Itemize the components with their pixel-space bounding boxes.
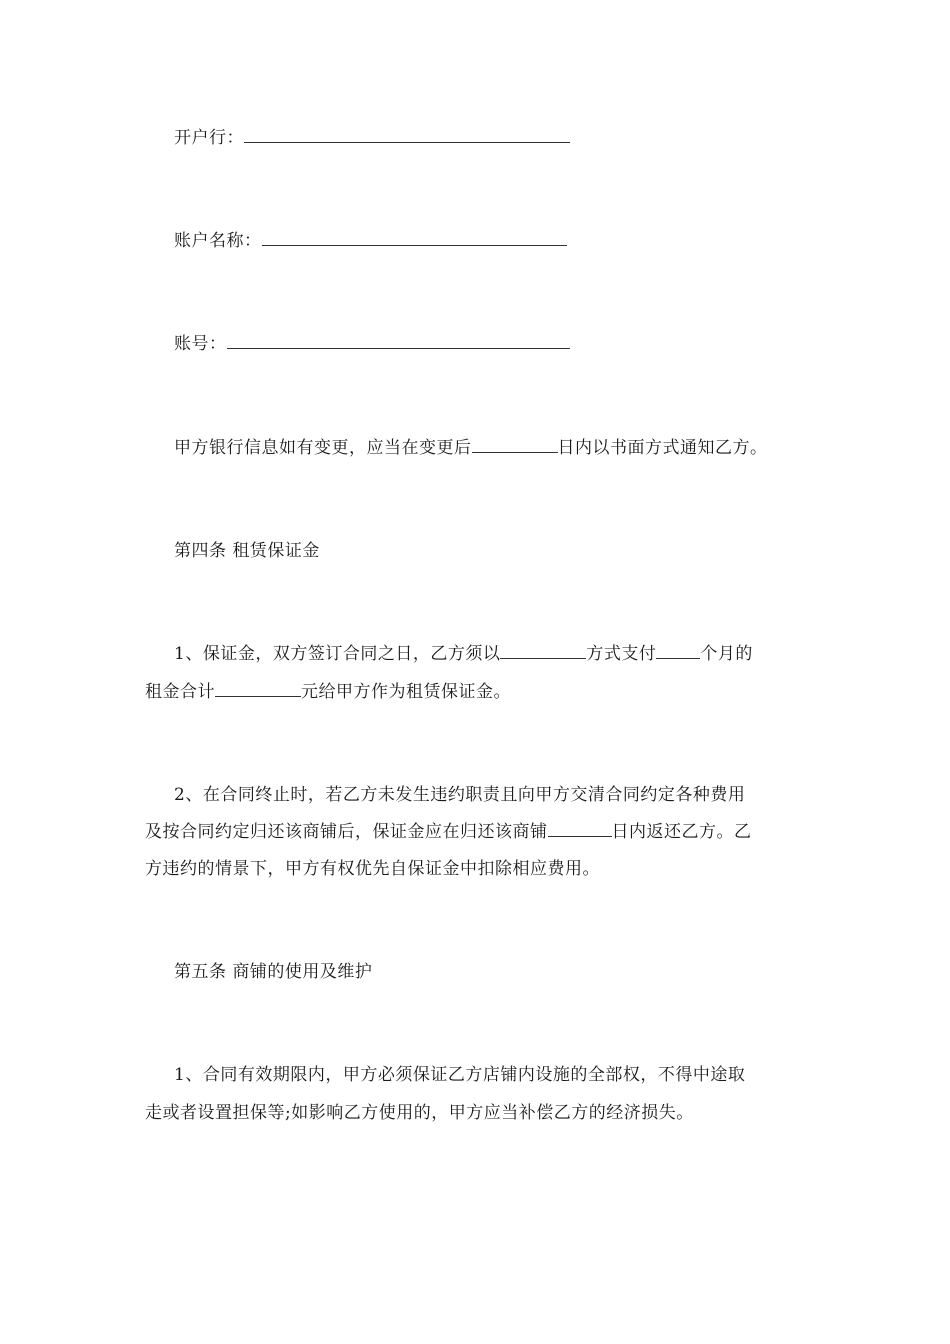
- article-5-p1-line-1: 1、合同有效期限内，甲方必须保证乙方店铺内设施的全部权，不得中途取: [174, 1065, 746, 1085]
- article-4-p2-line-2: [145, 816, 810, 848]
- bank-change-text-b: 日内以书面方式通知乙方。: [557, 438, 768, 458]
- article-4-p2-line-3: 方违约的情景下，甲方有权优先自保证金中扣除相应费用。: [145, 859, 600, 879]
- article-5-p1-line-2: 走或者设置担保等;如影响乙方使用的，甲方应当补偿乙方的经济损失。: [145, 1103, 694, 1123]
- article-4-p1-text-b: 方式支付: [586, 644, 657, 664]
- article-4-p1-text-a: 1、保证金，双方签订合同之日，乙方须以: [174, 644, 501, 664]
- article-4-p2-text-a: 及按合同约定归还该商铺后，保证金应在归还该商铺: [145, 822, 548, 842]
- account-name-blank[interactable]: [262, 225, 567, 246]
- bank-name-label: 开户行：: [174, 128, 244, 148]
- deposit-return-days-blank[interactable]: [548, 816, 612, 837]
- article-4-p1-line-2: [145, 676, 810, 708]
- account-number-line: [174, 328, 839, 360]
- bank-change-line: [174, 432, 839, 464]
- bank-change-days-blank[interactable]: [472, 432, 558, 453]
- account-name-line: [174, 225, 839, 257]
- article-4-p1-text-e: 元给甲方作为租赁保证金。: [301, 682, 511, 702]
- article-5-heading: 第五条 商铺的使用及维护: [174, 962, 373, 982]
- article-4-p1-text-d: 租金合计: [145, 682, 215, 702]
- article-4-p1-text-c: 个月的: [700, 644, 753, 664]
- deposit-amount-blank[interactable]: [215, 676, 301, 697]
- bank-name-blank[interactable]: [244, 122, 570, 143]
- account-number-label: 账号：: [174, 334, 227, 354]
- account-number-blank[interactable]: [227, 328, 570, 349]
- bank-name-line: [174, 122, 839, 154]
- deposit-method-blank[interactable]: [500, 638, 586, 659]
- article-4-p2-line-1: 2、在合同终止时，若乙方未发生违约职责且向甲方交清合同约定各种费用: [174, 785, 746, 805]
- account-name-label: 账户名称：: [174, 231, 262, 251]
- article-4-heading: 第四条 租赁保证金: [174, 541, 320, 561]
- article-4-p2-text-b: 日内返还乙方。乙: [611, 822, 752, 842]
- bank-change-text-a: 甲方银行信息如有变更，应当在变更后: [174, 438, 472, 458]
- deposit-months-blank[interactable]: [656, 638, 700, 659]
- article-4-p1-line-1: [174, 638, 839, 670]
